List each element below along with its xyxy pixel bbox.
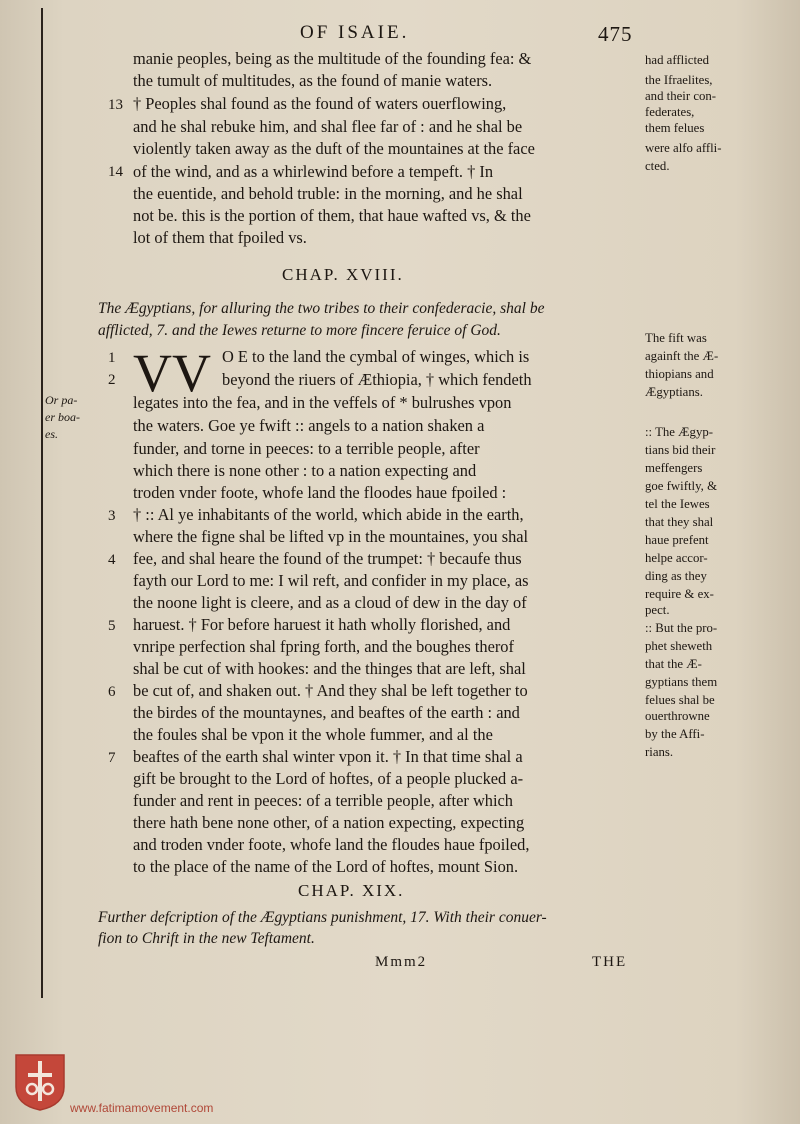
margin-rule [41, 8, 43, 998]
text-line: fayth our Lord to me: I wil reft, and confider in my place, as [133, 571, 529, 590]
text-line: beaftes of the earth shal winter vpon it. † In that time shal a [133, 747, 523, 766]
text-line: funder, and torne in peeces: to a terrible people, after [133, 439, 480, 458]
shield-logo-icon [14, 1053, 66, 1111]
text-line: the foules shal be vpon it the whole fummer, and al the [133, 725, 493, 744]
margin-note: ouerthrowne [645, 709, 710, 723]
text-line: violently taken away as the duft of the mountaines at the face [133, 139, 535, 158]
verse-number: 14 [108, 164, 123, 180]
margin-note: that they shal [645, 515, 714, 529]
text-line: which there is none other : to a nation expecting and [133, 461, 477, 480]
margin-note: tel the Iewes [645, 497, 710, 511]
text-line: the noone light is cleere, and as a cloud of dew in the day of [133, 593, 527, 612]
margin-note: haue prefent [645, 533, 709, 547]
text-line: lot of them that fpoiled vs. [133, 228, 307, 247]
text-line: there hath bene none other, of a nation expecting, expecting [133, 813, 525, 832]
margin-note: phet sheweth [645, 639, 713, 653]
left-margin-note: Or pa- [45, 393, 78, 407]
text-line: and troden vnder foote, whofe land the floudes haue fpoiled, [133, 835, 530, 854]
text-line: gift be brought to the Lord of hoftes, of a people plucked a- [133, 769, 524, 788]
verse-number: 2 [108, 372, 116, 388]
verse-number: 6 [108, 684, 116, 700]
text-line: † :: Al ye inhabitants of the world, which abide in the earth, [133, 505, 524, 524]
margin-note: cted. [645, 159, 670, 173]
signature-mark: Mmm2 [375, 954, 428, 970]
left-margin-note: er boa- [45, 410, 80, 424]
margin-note: by the Affi- [645, 727, 705, 741]
margin-note: helpe accor- [645, 551, 708, 565]
text-line: of the wind, and as a whirlewind before a tempeft. † In [133, 162, 494, 181]
website-link[interactable]: www.fatimamovement.com [70, 1101, 214, 1115]
text-line: not be. this is the portion of them, that haue wafted vs, & the [133, 206, 531, 225]
margin-note: thiopians and [645, 367, 714, 381]
catchword: THE [592, 954, 628, 970]
text-line: vnripe perfection shal fpring forth, and the boughes therof [133, 637, 514, 656]
margin-note: and their con- [645, 89, 717, 103]
margin-note: rians. [645, 745, 674, 759]
verse-number: 1 [108, 350, 116, 366]
margin-note: felues shal be [645, 693, 715, 707]
chapter-argument: The Ægyptians, for alluring the two tribes to their confederacie, shal be [98, 300, 545, 317]
margin-note: were alfo affli- [645, 141, 722, 155]
page-number: 475 [598, 22, 633, 46]
margin-note: meffengers [645, 461, 703, 475]
running-head: OF ISAIE. [300, 22, 410, 43]
text-line: the tumult of multitudes, as the found of manie waters. [133, 71, 493, 90]
text-line: troden vnder foote, whofe land the floodes haue fpoiled : [133, 483, 507, 502]
margin-note: gyptians them [645, 675, 718, 689]
margin-note: The fift was [645, 331, 707, 345]
text-line: and he shal rebuke him, and shal flee far of : and he shal be [133, 117, 523, 136]
text-line: to the place of the name of the Lord of hoftes, mount Sion. [133, 857, 519, 876]
chapter-heading: CHAP. XVIII. [282, 265, 404, 284]
text-line: the birdes of the mountaynes, and beaftes of the earth : and [133, 703, 520, 722]
text-line: manie peoples, being as the multitude of the founding fea: & [133, 49, 532, 68]
chapter-argument: Further defcription of the Ægyptians punishment, 17. With their conuer- [98, 909, 547, 926]
text-line: where the figne shal be lifted vp in the mountaines, you shal [133, 527, 529, 546]
margin-note: that the Æ- [645, 657, 702, 671]
text-line: shal be cut of with hookes: and the thinges that are left, shal [133, 659, 526, 678]
verse-number: 5 [108, 618, 116, 634]
drop-capital: VV [133, 343, 211, 403]
margin-note: require & ex- [645, 587, 714, 601]
margin-note: them felues [645, 121, 705, 135]
text-line: funder and rent in peeces: of a terrible people, after which [133, 791, 513, 810]
margin-note: :: The Ægyp- [645, 425, 714, 439]
chapter-heading: CHAP. XIX. [298, 881, 405, 900]
margin-note: federates, [645, 105, 695, 119]
left-margin-note: es. [45, 427, 58, 441]
margin-note: goe fwiftly, & [645, 479, 718, 493]
margin-note: the Ifraelites, [645, 73, 713, 87]
margin-note: tians bid their [645, 443, 716, 457]
text-line: O E to the land the cymbal of winges, which is [222, 347, 530, 366]
text-line: fee, and shal heare the found of the trumpet: † becaufe thus [133, 549, 522, 568]
margin-note: againft the Æ- [645, 349, 719, 363]
verse-number: 13 [108, 97, 123, 113]
text-line: the waters. Goe ye fwift :: angels to a nation shaken a [133, 416, 485, 435]
margin-note: Ægyptians. [645, 385, 703, 399]
chapter-argument: fion to Chrift in the new Teftament. [98, 930, 315, 947]
margin-note: pect. [645, 603, 670, 617]
margin-note: ding as they [645, 569, 707, 583]
text-line: haruest. † For before haruest it hath wholly florished, and [133, 615, 511, 634]
margin-note: :: But the pro- [645, 621, 718, 635]
text-line: † Peoples shal found as the found of waters ouerflowing, [133, 94, 507, 113]
verse-number: 3 [108, 508, 116, 524]
verse-number: 7 [108, 750, 116, 766]
text-line: the euentide, and behold truble: in the morning, and he shal [133, 184, 523, 203]
verse-number: 4 [108, 552, 116, 568]
text-line: legates into the fea, and in the veffels of * bulrushes vpon [133, 393, 512, 412]
text-line: beyond the riuers of Æthiopia, † which fendeth [222, 370, 532, 389]
chapter-argument: afflicted, 7. and the Iewes returne to more fincere feruice of God. [98, 322, 501, 339]
margin-note: had afflicted [645, 53, 710, 67]
text-line: be cut of, and shaken out. † And they shal be left together to [133, 681, 528, 700]
